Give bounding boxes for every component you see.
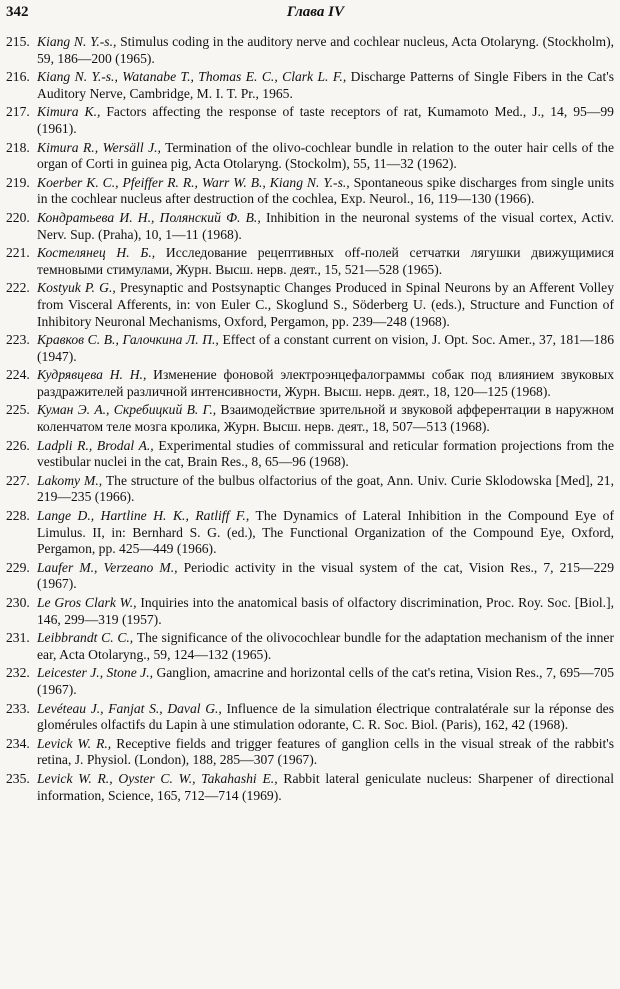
reference-authors: Levick W. R., Oyster C. W., Takahashi E.,: [37, 770, 278, 786]
reference-item: [6, 402, 614, 435]
reference-number: 226.: [6, 437, 30, 453]
reference-item: [6, 508, 614, 558]
reference-text: The Dynamics of Lateral Inhibition in the Compound Eye of Limulus. II, in: Bernhard S. G. (ed.), The Functional Organization of the Compound Eye, Oxford, Pergamon, pp. 425—449 (1966).: [37, 508, 614, 557]
reference-list: [6, 34, 614, 804]
reference-item: [6, 665, 614, 698]
reference-text: Rabbit lateral geniculate nucleus: Sharpener of directional information, Science, 165, 712—714 (1969).: [37, 770, 614, 803]
running-header: [6, 4, 614, 34]
reference-authors: Kiang N. Y.-s.,: [37, 34, 117, 49]
reference-number: 217.: [6, 104, 30, 120]
reference-authors: Leibbrandt C. C.,: [37, 630, 134, 646]
reference-text: Изменение фоновой электроэнцефалограммы собак под влиянием звуковых раздражителей различной интенсивности, Журн. Высш. нерв. деят., 18, 120—125 (1968).: [37, 367, 614, 399]
reference-item: [6, 140, 614, 173]
reference-text: Presynaptic and Postsynaptic Changes Produced in Spinal Neurons by an Afferent Volley from Visceral Afferents, in: von Euler C., Skoglund S., Söderberg U. (eds.), Structure and Function of Inhibitory Neuronal Mechanisms, Oxford, Pergamon, pp. 239—248 (1968).: [37, 280, 615, 329]
reference-number: 233.: [6, 700, 30, 716]
reference-item: [6, 210, 614, 243]
reference-item: [6, 69, 614, 102]
reference-number: 230.: [6, 595, 30, 610]
reference-number: 227.: [6, 472, 30, 488]
reference-text: Stimulus coding in the auditory nerve and cochlear nucleus, Acta Otolaryng. (Stockholm), 59, 186—200 (1965).: [37, 34, 615, 66]
reference-text: Experimental studies of commissural and reticular formation projections from the vestibular nuclei in the cat, Brain Res., 8, 65—96 (1968).: [37, 437, 614, 470]
reference-item: [6, 595, 614, 628]
reference-item: [6, 630, 614, 663]
reference-authors: Koerber K. C., Pfeiffer R. R., Warr W. B., Kiang N. Y.-s.,: [37, 174, 350, 190]
reference-text: Взаимодействие зрительной и звуковой афферентации в наружном коленчатом теле мозга кролика, Журн. Высш. нерв. деят., 18, 507—513 (1968).: [37, 402, 614, 435]
reference-authors: Leicester J., Stone J.,: [37, 665, 154, 681]
reference-number: 231.: [6, 630, 30, 646]
reference-item: [6, 280, 614, 330]
reference-number: 228.: [6, 508, 30, 524]
reference-authors: Кондратьева И. Н., Полянский Ф. В.,: [37, 209, 261, 225]
reference-authors: Кравков С. В., Галочкина Л. П.,: [37, 332, 219, 348]
reference-authors: Кудрявцева Н. Н.,: [37, 367, 147, 383]
reference-item: [6, 473, 614, 506]
reference-item: [6, 367, 614, 400]
reference-authors: Куман Э. А., Скребицкий В. Г.,: [37, 402, 217, 418]
reference-item: [6, 771, 614, 804]
reference-item: [6, 34, 614, 67]
reference-authors: Ladpli R., Brodal A.,: [37, 437, 154, 453]
reference-number: 223.: [6, 332, 30, 348]
reference-authors: Levéteau J., Fanjat S., Daval G.,: [37, 700, 222, 716]
reference-authors: Kimura K.,: [37, 104, 101, 120]
reference-text: Discharge Patterns of Single Fibers in the Cat's Auditory Nerve, Cambridge, M. I. T. Pr., 1965.: [37, 69, 614, 101]
chapter-title: Глава IV: [286, 4, 344, 20]
reference-item: [6, 560, 614, 593]
reference-number: 215.: [6, 34, 30, 49]
reference-text: Spontaneous spike discharges from single units in the cochlear nucleus after destruction of the cochlea, Exp. Neurol., 16, 119—130 (1966).: [37, 174, 614, 207]
reference-number: 229.: [6, 559, 30, 575]
reference-text: Receptive fields and trigger features of ganglion cells in the visual streak of the rabbit's retina, J. Physiol. (London), 188, 285—307 (1967).: [37, 735, 615, 768]
reference-text: Inhibition in the neuronal systems of the visual cortex, Activ. Nerv. Sup. (Praha), 10, 1—11 (1968).: [37, 209, 614, 242]
reference-text: Ganglion, amacrine and horizontal cells of the cat's retina, Vision Res., 7, 695—705 (1967).: [37, 665, 614, 697]
reference-text: Исследование рецептивных off-полей сетчатки лягушки движущимися темновыми стимулами, Журн. Высш. нерв. деят., 15, 521—528 (1965).: [37, 245, 614, 277]
reference-authors: Kiang N. Y.-s., Watanabe T., Thomas E. C., Clark L. F.,: [37, 69, 347, 85]
reference-authors: Laufer M., Verzeano M.,: [37, 559, 178, 575]
reference-text: Termination of the olivo-cochlear bundle in relation to the outer hair cells of the organ of Corti in guinea pig, Acta Otolaryng. (Stockolm), 55, 11—32 (1962).: [37, 139, 614, 172]
reference-item: [6, 175, 614, 208]
reference-item: [6, 332, 614, 365]
reference-number: 235.: [6, 770, 30, 786]
reference-number: 218.: [6, 139, 30, 155]
reference-authors: Костелянец Н. Б.,: [37, 245, 156, 261]
reference-number: 216.: [6, 69, 30, 85]
reference-item: [6, 245, 614, 278]
reference-text: The significance of the olivocochlear bundle for the adaptation mechanism of the inner ear, Acta Otolaryng., 59, 124—132 (1965).: [37, 630, 614, 662]
reference-text: The structure of the bulbus olfactorius of the goat, Ann. Univ. Curie Sklodowska [Med], 21, 219—235 (1966).: [37, 472, 614, 505]
reference-authors: Le Gros Clark W.,: [37, 595, 137, 610]
reference-text: Influence de la simulation électrique contralatérale sur la réponse des glomérules olfactifs du Lapin à une stimulation odorante, C. R. Soc. Biol. (Paris), 162, 42 (1968).: [37, 700, 614, 733]
reference-authors: Levick W. R.,: [37, 735, 112, 751]
reference-number: 225.: [6, 402, 30, 418]
page-number: 342: [6, 4, 29, 20]
reference-number: 221.: [6, 245, 30, 261]
reference-number: 222.: [6, 280, 30, 296]
reference-number: 219.: [6, 174, 30, 190]
reference-number: 224.: [6, 367, 30, 383]
reference-authors: Lakomy M.,: [37, 472, 103, 488]
reference-number: 232.: [6, 665, 30, 681]
reference-text: Effect of a constant current on vision, J. Opt. Soc. Amer., 37, 181—186 (1947).: [37, 332, 614, 364]
reference-authors: Lange D., Hartline H. K., Ratliff F.,: [37, 508, 250, 524]
reference-item: [6, 701, 614, 734]
reference-item: [6, 104, 614, 137]
reference-text: Factors affecting the response of taste receptors of rat, Kumamoto Med., J., 14, 95—99 (1961).: [37, 104, 614, 136]
reference-authors: Kostyuk P. G.,: [37, 280, 116, 296]
reference-number: 220.: [6, 209, 30, 225]
reference-item: [6, 736, 614, 769]
reference-item: [6, 438, 614, 471]
reference-number: 234.: [6, 735, 30, 751]
reference-authors: Kimura R., Wersäll J.,: [37, 139, 161, 155]
reference-text: Periodic activity in the visual system of the cat, Vision Res., 7, 215—229 (1967).: [37, 559, 614, 592]
reference-text: Inquiries into the anatomical basis of olfactory discrimination, Proc. Roy. Soc. [Biol.], 146, 299—319 (1957).: [37, 595, 614, 627]
